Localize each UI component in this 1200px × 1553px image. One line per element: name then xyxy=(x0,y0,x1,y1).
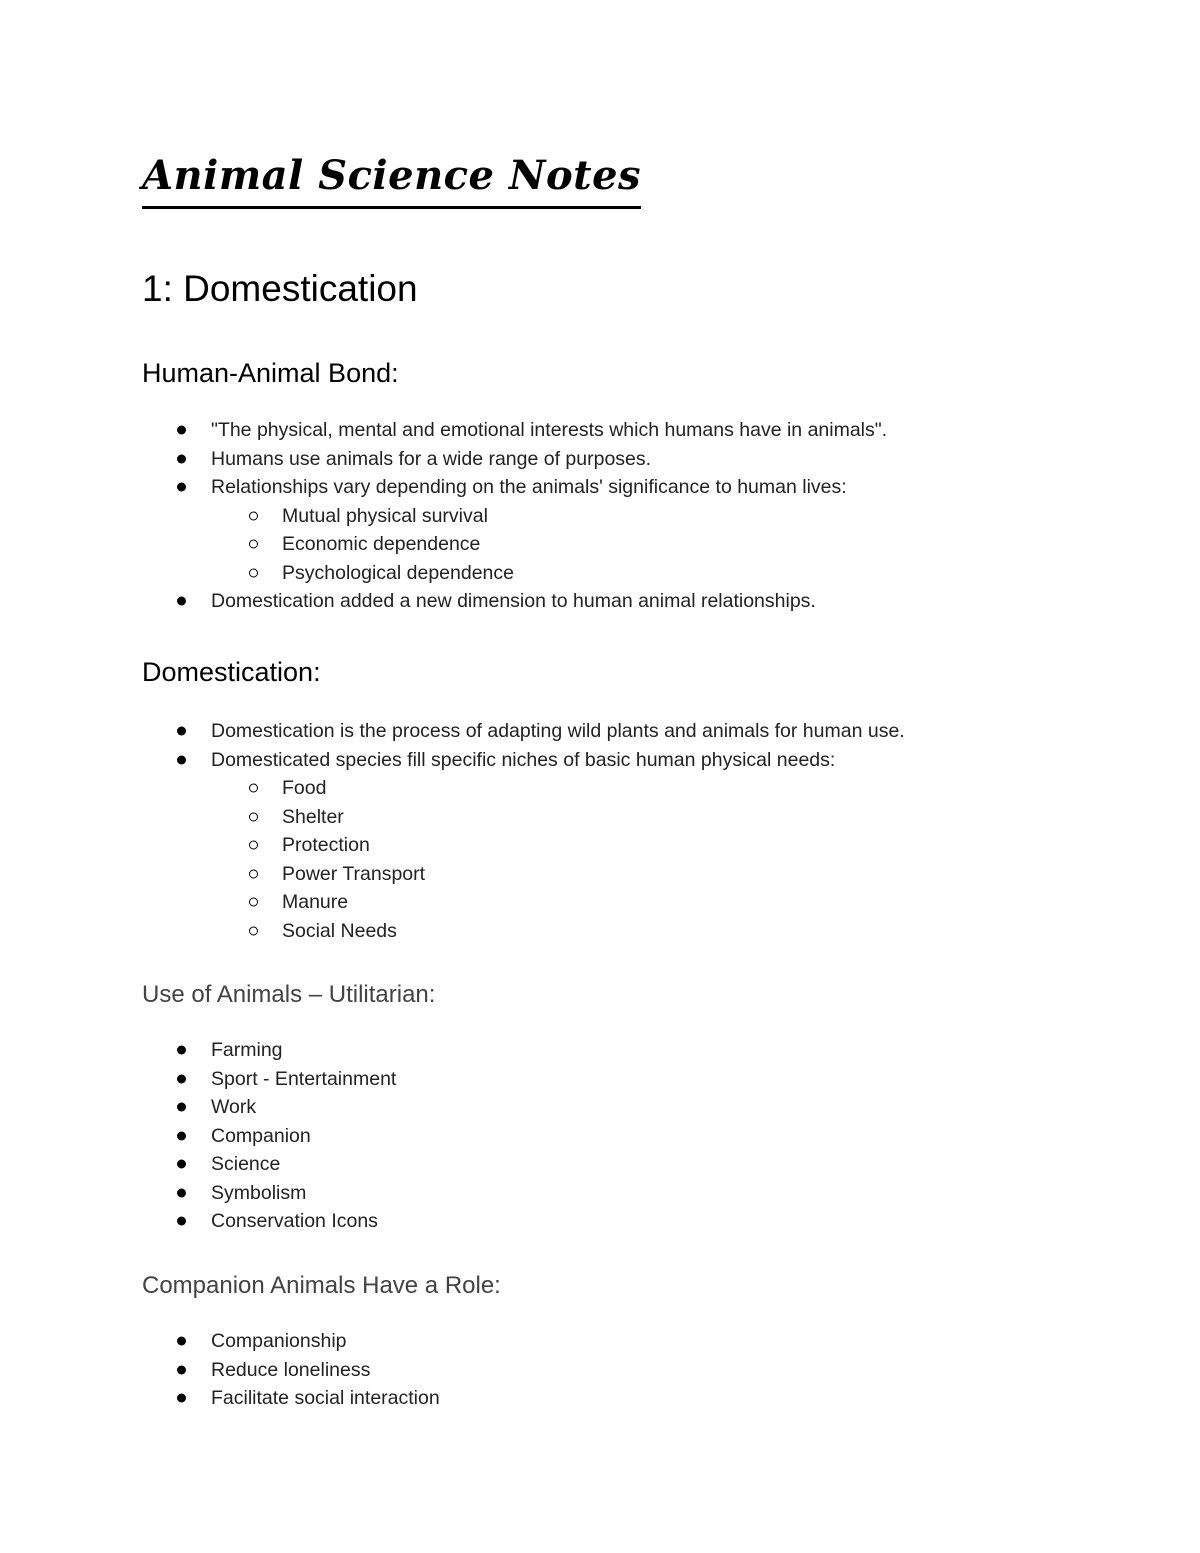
sub-list-item xyxy=(0,888,905,917)
sub-list-item xyxy=(0,860,905,889)
subheading-companion-animals: Companion Animals Have a Role: xyxy=(142,1272,501,1299)
list-item xyxy=(0,587,887,616)
bullet-icon xyxy=(177,1131,186,1140)
list-item xyxy=(0,1356,440,1385)
list-item xyxy=(0,1065,396,1094)
hollow-bullet-icon xyxy=(249,511,258,520)
document-title: Animal Science Notes xyxy=(142,148,641,209)
list-item-text: Facilitate social interaction xyxy=(211,1387,440,1409)
bullet-icon xyxy=(177,1394,186,1403)
list-item-text: Companionship xyxy=(211,1330,347,1352)
bullet-icon xyxy=(177,1365,186,1374)
list-item xyxy=(0,746,905,775)
bullet-icon xyxy=(177,1188,186,1197)
list-item-text: Farming xyxy=(211,1039,283,1061)
sub-list-item xyxy=(0,803,905,832)
list-item xyxy=(0,445,887,474)
list-item-text: Economic dependence xyxy=(282,533,481,555)
domestication-list xyxy=(0,717,905,945)
sub-list-item xyxy=(0,502,887,531)
bullet-icon xyxy=(177,1103,186,1112)
subheading-domestication: Domestication: xyxy=(142,657,321,687)
hollow-bullet-icon xyxy=(249,812,258,821)
list-item-text: Humans use animals for a wide range of purposes. xyxy=(211,447,652,470)
hollow-bullet-icon xyxy=(249,869,258,878)
list-item xyxy=(0,1150,396,1179)
bullet-icon xyxy=(177,426,186,435)
list-item-text: Symbolism xyxy=(211,1181,307,1204)
list-item-text: Domesticated species fill specific niches of basic human physical needs: xyxy=(211,748,836,771)
list-item xyxy=(0,473,887,502)
bullet-icon xyxy=(177,1337,186,1346)
bullet-icon xyxy=(177,727,186,736)
section-heading: 1: Domestication xyxy=(142,268,418,309)
list-item-text: Manure xyxy=(282,891,349,913)
sub-list-item xyxy=(0,831,905,860)
list-item-text: Power Transport xyxy=(282,862,426,885)
list-item xyxy=(0,416,887,445)
list-item-text: Food xyxy=(282,777,327,799)
companion-animals-list xyxy=(0,1327,440,1413)
human-animal-bond-list xyxy=(0,416,887,616)
hollow-bullet-icon xyxy=(249,898,258,907)
hollow-bullet-icon xyxy=(249,926,258,935)
subheading-use-of-animals: Use of Animals – Utilitarian: xyxy=(142,981,436,1008)
bullet-icon xyxy=(177,454,186,463)
sub-list-item xyxy=(0,530,887,559)
bullet-icon xyxy=(177,597,186,606)
use-of-animals-list xyxy=(0,1036,396,1236)
list-item-text: Social Needs xyxy=(282,919,397,942)
list-item-text: Relationships vary depending on the animals' significance to human lives: xyxy=(211,476,847,498)
list-item-text: Mutual physical survival xyxy=(282,504,488,527)
list-item xyxy=(0,1384,440,1413)
list-item xyxy=(0,1327,440,1356)
list-item-text: Reduce loneliness xyxy=(211,1358,371,1381)
bullet-icon xyxy=(177,1074,186,1083)
sub-list-item xyxy=(0,774,905,803)
list-item-text: Psychological dependence xyxy=(282,561,515,584)
list-item-text: Protection xyxy=(282,834,370,856)
hollow-bullet-icon xyxy=(249,540,258,549)
list-item xyxy=(0,717,905,746)
bullet-icon xyxy=(177,1160,186,1169)
list-item-text: Shelter xyxy=(282,805,344,828)
list-item xyxy=(0,1179,396,1208)
hollow-bullet-icon xyxy=(249,841,258,850)
list-item-text: Conservation Icons xyxy=(211,1210,378,1232)
sub-list-item xyxy=(0,559,887,588)
bullet-icon xyxy=(177,483,186,492)
hollow-bullet-icon xyxy=(249,784,258,793)
list-item-text: Work xyxy=(211,1096,257,1118)
list-item-text: Companion xyxy=(211,1124,311,1147)
bullet-icon xyxy=(177,1046,186,1055)
list-item xyxy=(0,1036,396,1065)
list-item xyxy=(0,1207,396,1236)
subheading-human-animal-bond: Human-Animal Bond: xyxy=(142,358,399,388)
sub-list-item xyxy=(0,917,905,946)
bullet-icon xyxy=(177,755,186,764)
list-item-text: Domestication added a new dimension to human animal relationships. xyxy=(211,590,816,612)
hollow-bullet-icon xyxy=(249,568,258,577)
list-item-text: "The physical, mental and emotional interests which humans have in animals". xyxy=(211,419,888,441)
list-item-text: Sport - Entertainment xyxy=(211,1067,397,1090)
bullet-icon xyxy=(177,1217,186,1226)
list-item xyxy=(0,1093,396,1122)
list-item-text: Science xyxy=(211,1153,281,1175)
list-item xyxy=(0,1122,396,1151)
list-item-text: Domestication is the process of adapting wild plants and animals for human use. xyxy=(211,720,905,742)
